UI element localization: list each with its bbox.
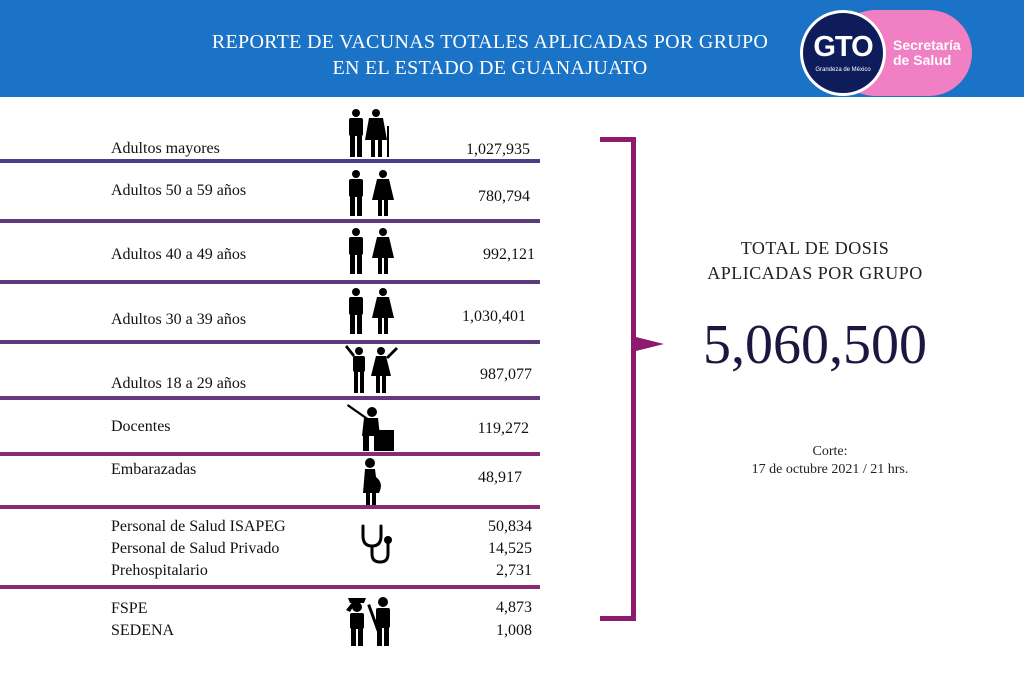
total-label-line1: TOTAL DE DOSIS bbox=[740, 238, 890, 258]
corte bbox=[700, 443, 960, 479]
group-label-docentes: Docentes bbox=[111, 418, 171, 435]
man-woman-icon bbox=[346, 228, 396, 274]
group-label-fspe: FSPE bbox=[111, 600, 148, 617]
group-label-salud-isapeg: Personal de Salud ISAPEG bbox=[111, 518, 286, 535]
row-separator bbox=[0, 159, 540, 163]
group-label-adultos-30-39: Adultos 30 a 39 años bbox=[111, 311, 247, 328]
row-separator bbox=[0, 396, 540, 400]
group-label-prehospitalario: Prehospitalario bbox=[111, 562, 208, 579]
pregnant-woman-icon bbox=[358, 458, 384, 506]
group-value-adultos-40-49: 992,121 bbox=[483, 246, 535, 263]
group-label-salud-privado: Personal de Salud Privado bbox=[111, 540, 280, 557]
row-separator bbox=[0, 340, 540, 344]
report-title-line2: EN EL ESTADO DE GUANAJUATO bbox=[332, 57, 648, 79]
stethoscope-icon bbox=[358, 522, 394, 566]
group-label-adultos-40-49: Adultos 40 a 49 años bbox=[111, 246, 247, 263]
group-value-embarazadas: 48,917 bbox=[478, 469, 522, 486]
group-value-adultos-18-29: 987,077 bbox=[480, 366, 532, 383]
elderly-couple-icon bbox=[344, 108, 394, 158]
group-value-fspe: 4,873 bbox=[496, 599, 532, 616]
row-separator bbox=[0, 585, 540, 589]
group-label-sedena: SEDENA bbox=[111, 622, 175, 639]
corte-label: Corte: bbox=[812, 444, 848, 459]
man-woman-icon bbox=[346, 288, 396, 334]
gto-logo-text: GTO bbox=[813, 31, 873, 63]
group-label-embarazadas: Embarazadas bbox=[111, 461, 197, 478]
group-value-prehospitalario: 2,731 bbox=[496, 562, 532, 579]
group-value-adultos-30-39: 1,030,401 bbox=[462, 308, 526, 325]
young-couple-icon bbox=[343, 345, 399, 395]
total-value: 5,060,500 bbox=[703, 314, 927, 376]
group-label-adultos-18-29: Adultos 18 a 29 años bbox=[111, 375, 247, 392]
bracket bbox=[600, 137, 636, 621]
group-label-adultos-mayores: Adultos mayores bbox=[111, 140, 220, 157]
secretaria-line2: de Salud bbox=[893, 52, 952, 68]
row-separator bbox=[0, 280, 540, 284]
group-value-adultos-mayores: 1,027,935 bbox=[466, 141, 530, 158]
report-title-line1: REPORTE DE VACUNAS TOTALES APLICADAS POR GRUPO bbox=[211, 31, 769, 53]
group-value-salud-isapeg: 50,834 bbox=[488, 518, 532, 535]
row-separator bbox=[0, 219, 540, 223]
total-label-line2: APLICADAS POR GRUPO bbox=[707, 263, 923, 283]
gto-logo bbox=[800, 10, 886, 96]
teacher-icon bbox=[346, 402, 396, 452]
man-woman-icon bbox=[346, 170, 396, 216]
gto-logo-subtext: Grandeza de México bbox=[815, 67, 871, 73]
police-soldier-icon bbox=[342, 594, 398, 646]
secretaria-de-salud-label bbox=[893, 38, 961, 68]
row-separator bbox=[0, 452, 540, 456]
bracket-arrow bbox=[636, 337, 664, 351]
row-separator bbox=[0, 505, 540, 509]
corte-date: 17 de octubre 2021 / 21 hrs. bbox=[751, 462, 909, 477]
group-value-salud-privado: 14,525 bbox=[488, 540, 532, 557]
report-title bbox=[150, 29, 830, 81]
total-label bbox=[680, 236, 950, 286]
group-label-adultos-50-59: Adultos 50 a 59 años bbox=[111, 182, 247, 199]
group-value-docentes: 119,272 bbox=[477, 420, 529, 437]
group-value-adultos-50-59: 780,794 bbox=[478, 188, 530, 205]
group-value-sedena: 1,008 bbox=[496, 622, 532, 639]
secretaria-line1: Secretaría bbox=[893, 37, 961, 53]
